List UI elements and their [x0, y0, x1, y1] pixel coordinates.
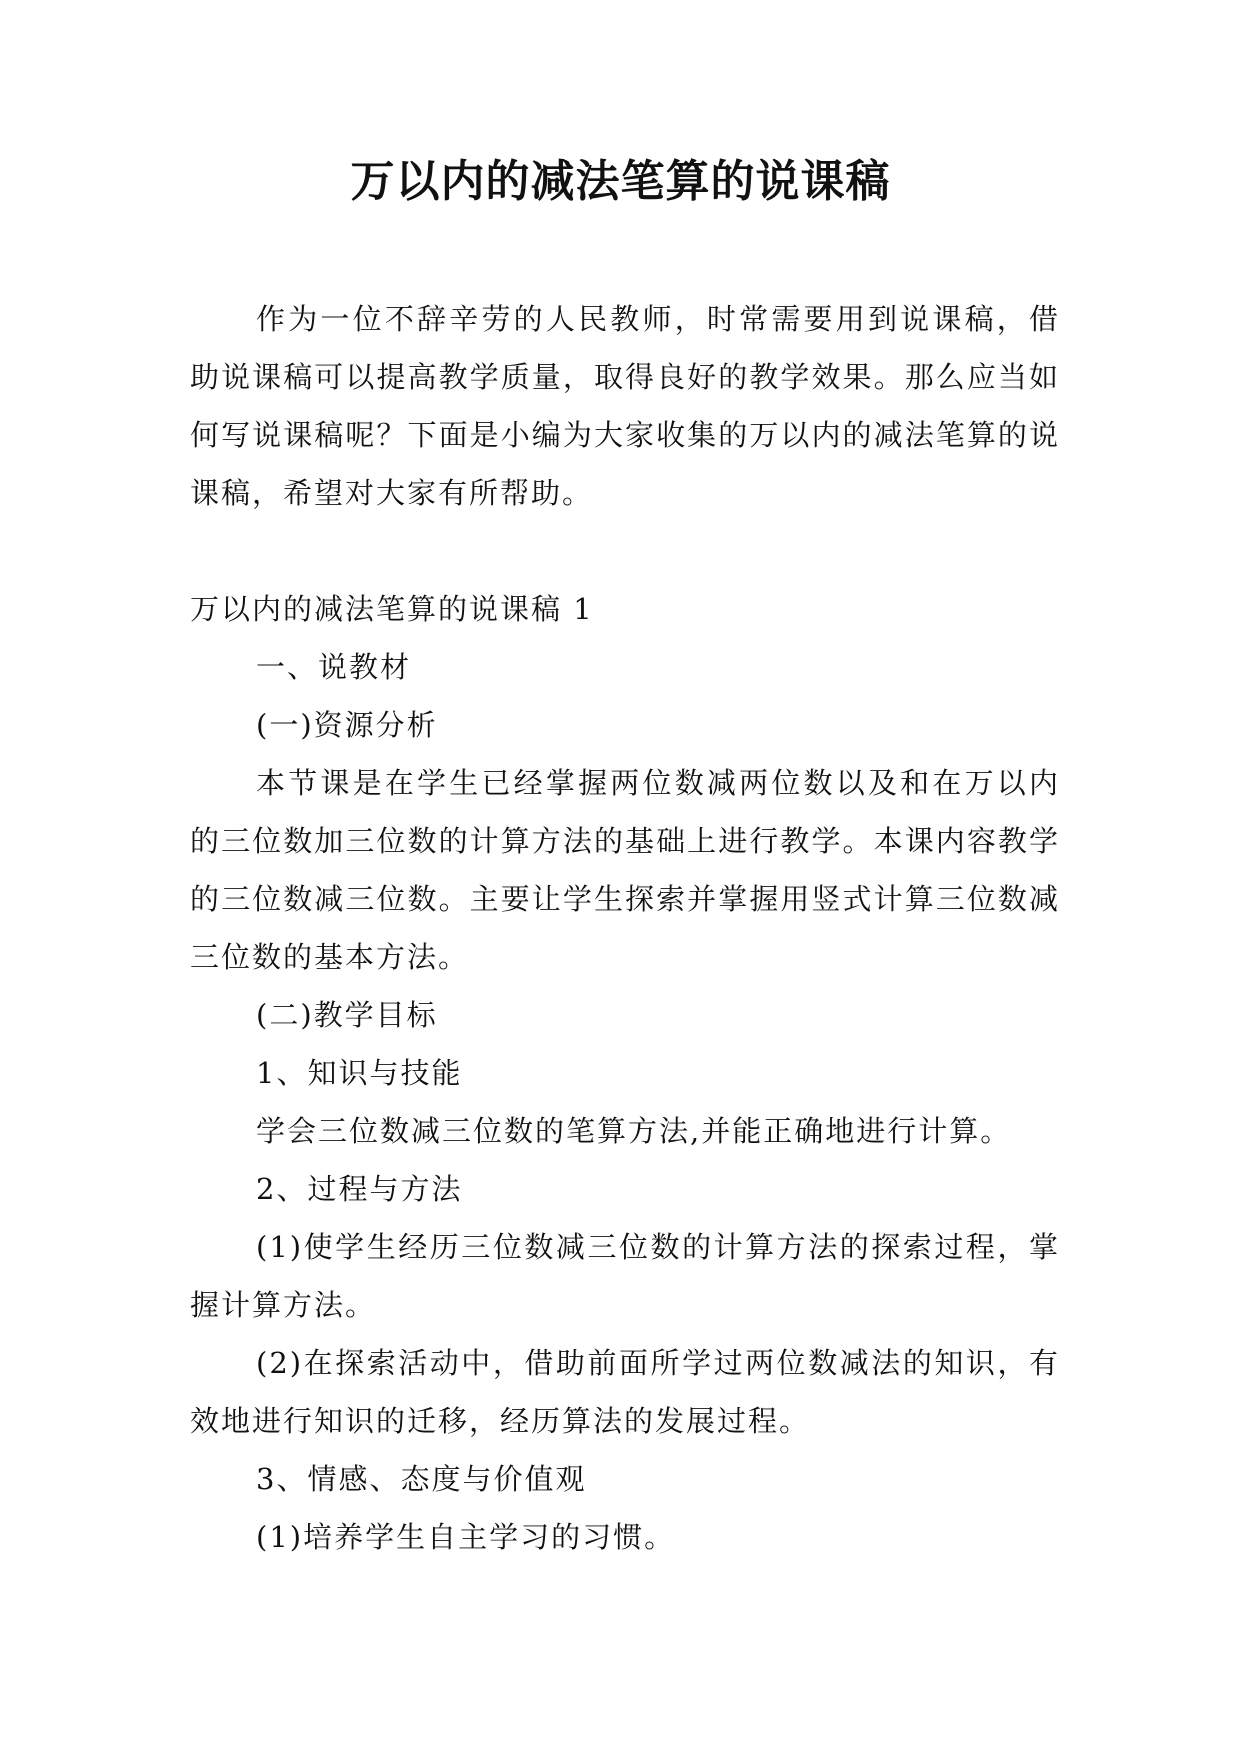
intro-paragraph: 作为一位不辞辛劳的人民教师，时常需要用到说课稿，借助说课稿可以提高教学质量，取得良好的教学效果。那么应当如何写说课稿呢？下面是小编为大家收集的万以内的减法笔算的说课稿，希望对大家有所帮助。 [190, 302, 1060, 510]
emotion-item-1: (1)培养学生自主学习的习惯。 [256, 1520, 676, 1554]
goal-knowledge-skills: 1、知识与技能 [256, 1056, 463, 1090]
goal-knowledge-skills-text: 学会三位数减三位数的笔算方法,并能正确地进行计算。 [256, 1114, 1012, 1148]
goal-emotion-attitude-values: 3、情感、态度与价值观 [256, 1462, 587, 1496]
process-method-item-1: (1)使学生经历三位数减三位数的计算方法的探索过程，掌握计算方法。 [190, 1230, 1060, 1322]
paragraph-resource-analysis: 本节课是在学生已经掌握两位数减两位数以及和在万以内的三位数加三位数的计算方法的基础上进行教学。本课内容教学的三位数减三位数。主要让学生探索并掌握用竖式计算三位数减三位数的基本方法。 [190, 766, 1060, 974]
subheading-teaching-goals: (二)教学目标 [256, 998, 438, 1032]
process-method-item-2: (2)在探索活动中，借助前面所学过两位数减法的知识，有效地进行知识的迁移，经历算法的发展过程。 [190, 1346, 1060, 1438]
goal-process-methods: 2、过程与方法 [256, 1172, 463, 1206]
subheading-resource-analysis: (一)资源分析 [256, 708, 438, 742]
document-title: 万以内的减法笔算的说课稿 [350, 156, 891, 207]
heading-teaching-material: 一、说教材 [256, 650, 412, 684]
section-title: 万以内的减法笔算的说课稿 1 [190, 592, 594, 626]
document-body [190, 290, 1060, 1566]
